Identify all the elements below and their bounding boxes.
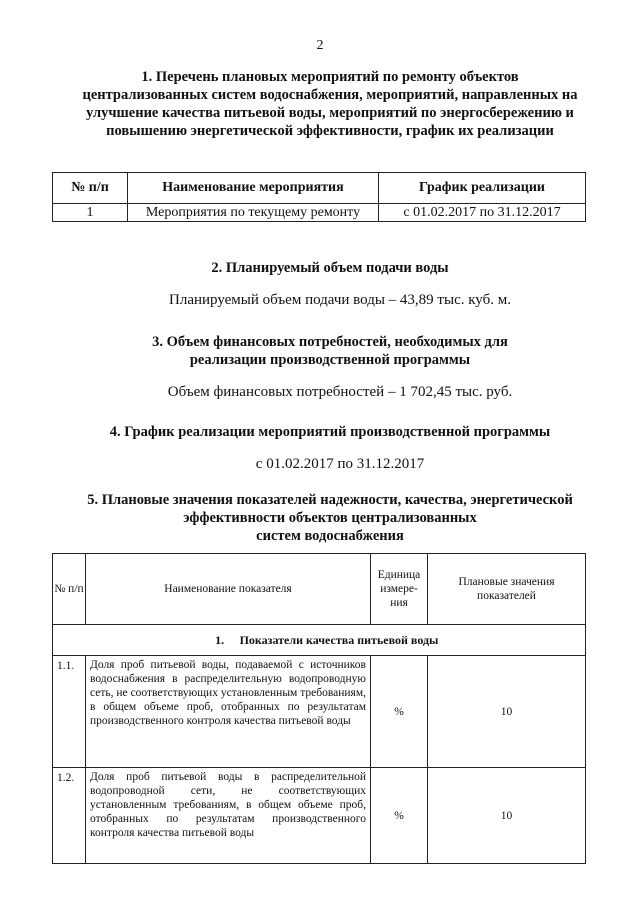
section1-title: 1. Перечень плановых мероприятий по ремонту объектов централизованных систем водоснабжения, мероприятий, направленных на улучшение качества питьевой воды, мероприятий по энергосбережению и повышению энергетической эффективности, график их реализации xyxy=(82,69,578,139)
section-row-label xyxy=(53,625,586,656)
cell-unit: % xyxy=(371,656,428,768)
cell-num: 1 xyxy=(53,204,128,222)
section2-title: 2. Планируемый объем подачи воды xyxy=(211,260,449,276)
cell-num: 1.1. xyxy=(53,656,86,768)
table-header-row xyxy=(53,554,586,625)
table-row xyxy=(53,768,586,864)
table-row xyxy=(53,204,586,222)
indicators-table xyxy=(52,553,586,864)
col-header-activity: Наименование мероприятия xyxy=(128,173,379,204)
table-row xyxy=(53,656,586,768)
section-row xyxy=(53,625,586,656)
col-header-indicator: Наименование показателя xyxy=(86,554,371,625)
col-header-planned: Плановые значения показателей xyxy=(428,554,586,625)
cell-unit: % xyxy=(371,768,428,864)
section3-text: Объем финансовых потребностей – 1 702,45 тыс. руб. xyxy=(167,384,513,400)
activities-table xyxy=(52,172,586,222)
col-header-num: № п/п xyxy=(53,173,128,204)
section-row-text: Показатели качества питьевой воды xyxy=(239,632,439,647)
table-header-row xyxy=(53,173,586,204)
cell-planned: 10 xyxy=(428,656,586,768)
page-number: 2 xyxy=(316,38,324,53)
cell-planned: 10 xyxy=(428,768,586,864)
section4-text: с 01.02.2017 по 31.12.2017 xyxy=(255,456,425,472)
cell-indicator: Доля проб питьевой воды в распределительной водопроводной сети, не соответствующих установленным требованиям, в общем объеме проб, отобранных по результатам производственного контроля качества питьевой воды xyxy=(86,768,371,864)
cell-indicator: Доля проб питьевой воды, подаваемой с источников водоснабжения в распределительную водопроводную сеть, не соответствующих установленным требованиям, в общем объеме проб, отобранных по результатам производственного контроля качества питьевой воды xyxy=(86,656,371,768)
col-header-unit: Единица измере-ния xyxy=(371,554,428,625)
cell-num: 1.2. xyxy=(53,768,86,864)
col-header-num: № п/п xyxy=(53,554,86,625)
section3-title: 3. Объем финансовых потребностей, необходимых для реализации производственной программы xyxy=(152,334,508,368)
cell-schedule: с 01.02.2017 по 31.12.2017 xyxy=(379,204,586,222)
section4-title: 4. График реализации мероприятий производственной программы xyxy=(109,424,551,440)
section2-text: Планируемый объем подачи воды – 43,89 тыс. куб. м. xyxy=(169,292,511,308)
section-row-num: 1. xyxy=(215,632,225,647)
col-header-schedule: График реализации xyxy=(379,173,586,204)
section5-title: 5. Плановые значения показателей надежности, качества, энергетической эффективности объектов централизованных систем водоснабжения xyxy=(87,492,573,544)
cell-activity: Мероприятия по текущему ремонту xyxy=(128,204,379,222)
